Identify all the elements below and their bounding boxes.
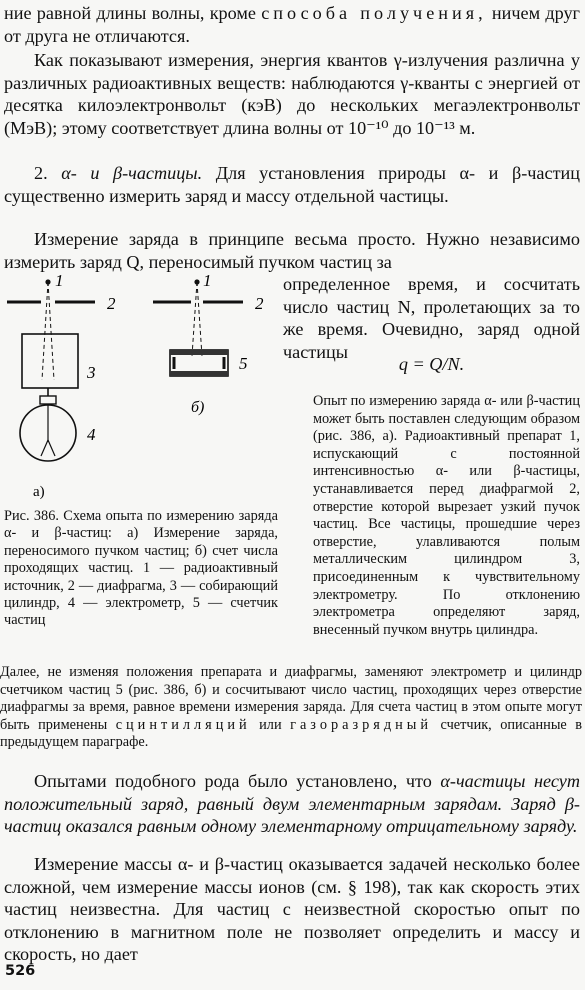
collector-cylinder (22, 334, 78, 388)
paragraph-mass: Измерение массы α- и β-частиц оказывается задачей несколько более сложной, чем измерение массы ионов (см. § 198), так как скорость этих частиц неизвестна. Для частиц с неизвестной скоростью опыт по отклонению в магнитном поле не позволяет определить и массу и скорость, но дает (4, 854, 580, 965)
label-a: а) (33, 484, 45, 500)
label-1a: 1 (55, 272, 64, 290)
label-2a: 2 (107, 294, 116, 313)
label-5: 5 (239, 354, 248, 373)
paragraph-gamma-energy: Как показывают измерения, энергия квантов γ-излучения различна у различных радиоактивных веществ: наблюдаются γ-кванты с энергией от десятка килоэлектронвольт (кэВ) до нескольких мегаэлектронвольт (МэВ); этому соответствует длина волны от 10⁻¹⁰ до 10⁻¹³ м. (4, 50, 580, 138)
beam-line (42, 282, 48, 380)
paragraph-charge-measure-cont: определенное время, и сосчитать число частиц N, пролетающих за то же время. Очевидно, заряд одной частицы (283, 274, 580, 362)
electrometer-leaf (41, 440, 48, 456)
label-4: 4 (87, 425, 96, 444)
label-2b: 2 (255, 294, 264, 313)
beam-line (197, 282, 202, 356)
counter-window (170, 350, 228, 355)
formula-charge: q = Q/N. (398, 354, 465, 374)
figure-part-b (153, 272, 264, 416)
figure-part-a (7, 272, 116, 500)
label-3: 3 (87, 363, 96, 382)
paragraph-experiment: Опыт по измерению заряда α- или β-частиц может быть поставлен следующим образом (рис. 386, а). Радиоактивный препарат 1, испускающий с постоянной интенсивностью α- или β-частицы, устанавливается перед диафрагмой 2, отверстие которой вырезает узкий пучок частиц. Все частицы, прошедшие через отверстие, улавливаются полым металлическим цилиндром 3, присоединенным к чувствительному электрометру. По отклонению электрометра определяют заряд, внесенный пучком внутрь цилиндра. (313, 393, 580, 638)
label-b: б) (191, 399, 205, 416)
beam-line (48, 282, 54, 380)
label-1b: 1 (203, 272, 212, 290)
paragraph-result: Опытами подобного рода было установлено, что α-частицы несут положительный заряд, равный двум элементарным зарядам. Заряд β-частиц оказался равным одному элементарному отрицательному заряду. (4, 771, 580, 837)
beam-line (192, 282, 197, 356)
paragraph-gamma-end: ние равной длины волны, кроме способа получения, ничем друг от друга не отличаются. (4, 3, 581, 46)
paragraph-counter: Далее, не изменяя положения препарата и диафрагмы, заменяют электрометр и цилиндр счетчиком частиц 5 (рис. 386, б) и сосчитывают число частиц, проходящих через отверстие диафрагмы за время, равное времени измерения заряда. Для счета частиц в этом опыте могут быть применены сцинтилляций или газоразрядный счетчик, описанные в предыдущем параграфе. (0, 664, 582, 751)
page-number: 526 (5, 963, 36, 979)
electrometer-leaf (48, 440, 55, 456)
figure-caption: Рис. 386. Схема опыта по измерению заряда α- и β-частиц: а) Измерение заряда, переносимого пучком частиц; б) счет числа проходящих частиц. 1 — радиоактивный источник, 2 — диафрагма, 3 — собирающий цилиндр, 4 — электрометр, 5 — счетчик частиц (4, 508, 278, 629)
paragraph-alpha-beta-intro: 2. α- и β-частицы. Для установления природы α- и β-частиц существенно измерить заряд и массу отдельной частицы. (4, 163, 580, 206)
counter-base (170, 371, 228, 376)
paragraph-charge-measure: Измерение заряда в принципе весьма просто. Нужно независимо измерить заряд Q, переносимый пучком частиц за (4, 229, 580, 272)
figure-386 (3, 272, 278, 507)
insulator (40, 396, 56, 404)
